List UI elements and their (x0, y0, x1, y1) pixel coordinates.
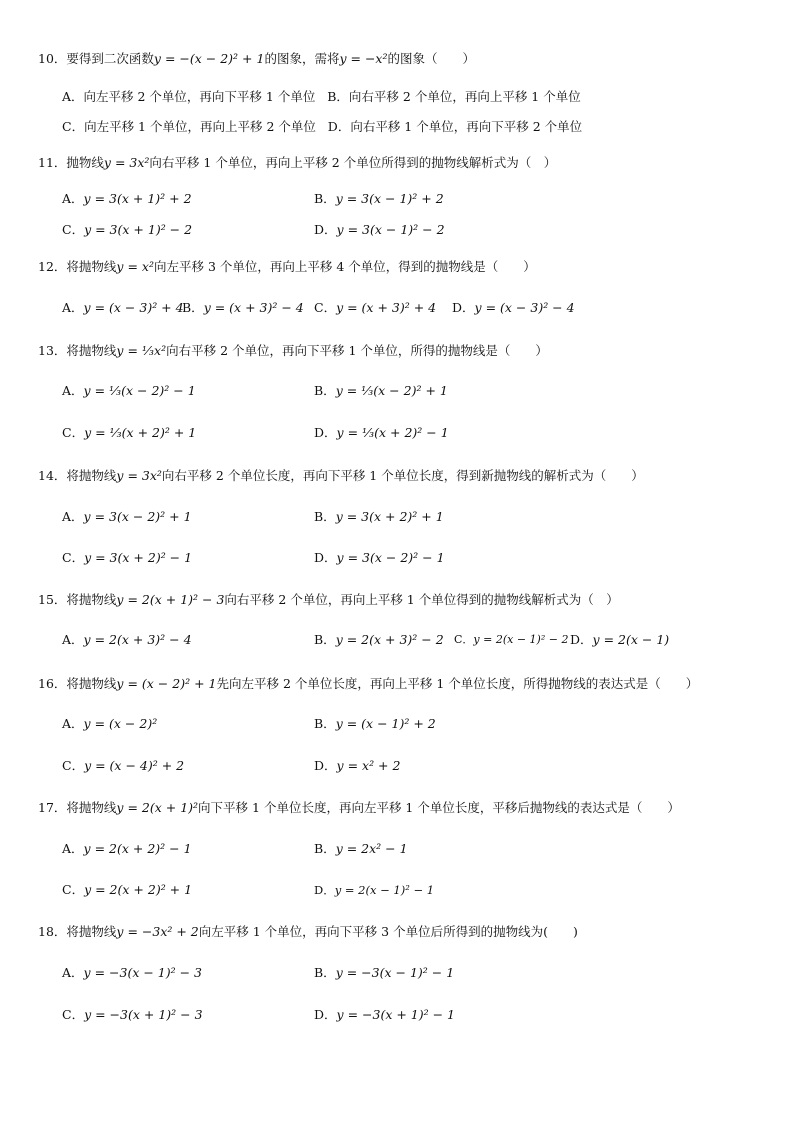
option-expr: y = (x − 4)² + 2 (84, 758, 185, 773)
options-row (62, 423, 449, 443)
option-expr: y = −3(x − 1)² − 3 (83, 965, 203, 980)
option-a[interactable]: A．向左平移 2 个单位，再向下平移 1 个单位 (62, 88, 316, 104)
options-row (62, 86, 581, 107)
option-expr: y = (x − 1)² + 2 (335, 716, 436, 731)
option-c[interactable] (62, 550, 192, 565)
option-d[interactable] (314, 880, 434, 900)
option-label: B． (182, 300, 204, 315)
stem-math: y = 2(x + 1)² − 3 (116, 592, 225, 607)
option-b[interactable]: B．向右平移 2 个单位，再向上平移 1 个单位 (327, 88, 581, 104)
option-expr: y = 3(x + 2)² + 1 (335, 509, 444, 524)
option-expr: y = (x − 2)² (83, 716, 158, 731)
question-13 (38, 341, 768, 440)
options-row (62, 548, 445, 568)
option-expr: y = (x + 3)² − 4 (203, 300, 304, 315)
options-row (62, 189, 444, 209)
option-d[interactable] (314, 548, 445, 568)
option-b[interactable] (314, 381, 448, 401)
option-label: B． (314, 632, 336, 647)
option-expr: y = (x − 3)² + 4 (83, 300, 184, 315)
question-number: 14． (38, 468, 67, 483)
stem-text: 向右平移 2 个单位，再向下平移 1 个单位，所得的抛物线是（ ） (166, 343, 548, 358)
option-label: C． (454, 633, 474, 646)
option-expr: y = 3(x + 2)² − 1 (84, 550, 193, 565)
question-16 (38, 674, 768, 773)
option-expr: y = (x + 3)² + 4 (336, 300, 437, 315)
option-expr: y = 2(x + 3)² − 2 (335, 632, 444, 647)
question-number: 10． (38, 51, 67, 66)
option-d[interactable]: D．向右平移 1 个单位，再向下平移 2 个单位 (327, 118, 583, 134)
options-row (62, 963, 455, 983)
stem-text: 向右平移 1 个单位，再向上平移 2 个单位所得到的抛物线解析式为（ ） (149, 155, 557, 170)
stem-math: y = (x − 2)² + 1 (116, 676, 217, 691)
option-label: A． (62, 841, 84, 856)
question-number: 18． (38, 924, 67, 939)
question-number: 17． (38, 800, 67, 815)
option-c[interactable] (62, 222, 192, 237)
stem-text: 抛物线 (66, 155, 104, 170)
option-label: C． (62, 222, 85, 237)
option-b[interactable] (182, 298, 304, 318)
option-label: B． (314, 716, 336, 731)
option-b[interactable] (314, 963, 454, 983)
option-expr: y = 2(x − 1)² − 1 (334, 883, 435, 897)
option-b[interactable] (314, 839, 408, 859)
option-c[interactable]: C．向左平移 1 个单位，再向上平移 2 个单位 (62, 118, 316, 134)
question-stem (38, 590, 768, 610)
stem-math: y = 2(x + 1)² (116, 800, 199, 815)
stem-text: 要得到二次函数 (66, 51, 154, 66)
options-row (62, 630, 670, 650)
stem-text: 将抛物线 (66, 343, 117, 358)
option-d[interactable] (314, 1005, 455, 1025)
option-expr: y = ⅓(x − 2)² + 1 (335, 383, 448, 398)
stem-text: 向左平移 3 个单位，再向上平移 4 个单位，得到的抛物线是（ ） (153, 259, 536, 274)
question-stem (38, 674, 768, 694)
option-d[interactable] (314, 756, 400, 776)
question-12 (38, 257, 768, 315)
stem-text: 向右平移 2 个单位，再向上平移 1 个单位得到的抛物线解析式为（ ） (224, 592, 619, 607)
option-expr: y = ⅓(x + 2)² − 1 (336, 425, 449, 440)
question-number: 13． (38, 343, 67, 358)
option-label: C． (62, 758, 85, 773)
option-c[interactable] (62, 425, 196, 440)
stem-math: y = 3x² (116, 468, 162, 483)
option-label: C． (62, 425, 85, 440)
stem-text: 向下平移 1 个单位长度，再向左平移 1 个单位长度，平移后抛物线的表达式是（ ） (198, 800, 680, 815)
stem-text: 将抛物线 (66, 259, 117, 274)
option-d[interactable] (314, 423, 449, 443)
question-stem (38, 466, 768, 486)
option-expr: y = 3(x − 1)² + 2 (335, 191, 444, 206)
stem-math: y = ⅓x² (116, 343, 167, 358)
option-label: A． (62, 632, 84, 647)
option-a[interactable] (62, 300, 184, 315)
stem-math: y = −3x² + 2 (116, 924, 199, 939)
option-expr: y = 2(x + 2)² − 1 (83, 841, 192, 856)
option-b[interactable] (314, 714, 436, 734)
options-row (62, 381, 448, 401)
question-17 (38, 798, 768, 897)
option-label: A． (62, 965, 84, 980)
option-a[interactable] (62, 632, 192, 647)
options-row (62, 839, 408, 859)
stem-text: 将抛物线 (66, 924, 117, 939)
option-expr: y = −3(x + 1)² − 3 (84, 1007, 203, 1022)
options-row (62, 714, 436, 734)
option-label: A． (62, 300, 84, 315)
stem-math: y = x² (116, 259, 154, 274)
option-expr: y = 3(x + 1)² + 2 (83, 191, 192, 206)
option-label: B． (314, 509, 336, 524)
question-10 (38, 49, 768, 134)
question-11 (38, 153, 768, 237)
stem-text: 将抛物线 (66, 592, 117, 607)
question-stem (38, 798, 768, 818)
question-number: 12． (38, 259, 67, 274)
option-expr: y = 3(x − 2)² + 1 (83, 509, 192, 524)
question-stem (38, 922, 768, 942)
option-expr: y = 2(x + 2)² + 1 (84, 882, 193, 897)
option-label: D． (314, 425, 337, 440)
option-label: D． (452, 300, 475, 315)
option-a[interactable] (62, 509, 192, 524)
option-label: C． (314, 300, 337, 315)
option-label: A． (62, 716, 84, 731)
option-expr: y = (x − 3)² − 4 (474, 300, 575, 315)
question-stem (38, 341, 768, 361)
option-expr: y = ⅓(x + 2)² + 1 (84, 425, 197, 440)
question-number: 16． (38, 676, 67, 691)
option-label: B． (314, 191, 336, 206)
option-b[interactable] (314, 630, 444, 650)
option-expr: y = ⅓(x − 2)² − 1 (83, 383, 196, 398)
option-c[interactable] (454, 630, 568, 650)
question-number: 11． (38, 155, 67, 170)
options-row (62, 756, 401, 776)
option-label: D． (314, 883, 335, 897)
option-expr: y = −3(x − 1)² − 1 (335, 965, 455, 980)
option-expr: y = 2x² − 1 (335, 841, 408, 856)
stem-text: 的图象，需将 (264, 51, 340, 66)
question-14 (38, 466, 768, 565)
stem-text: 将抛物线 (66, 676, 117, 691)
option-expr: y = 2(x − 1) (592, 632, 670, 647)
option-expr: y = −3(x + 1)² − 1 (336, 1007, 456, 1022)
option-label: D． (570, 632, 593, 647)
question-stem (38, 257, 768, 277)
option-d[interactable] (570, 630, 669, 650)
option-label: C． (62, 1007, 85, 1022)
question-18 (38, 922, 768, 1022)
option-a[interactable] (62, 191, 192, 206)
question-number: 15． (38, 592, 67, 607)
question-stem (38, 153, 768, 173)
options-row (62, 116, 582, 137)
options-row (62, 298, 575, 318)
option-expr: y = 3(x + 1)² − 2 (84, 222, 193, 237)
option-expr: y = 3(x − 2)² − 1 (336, 550, 445, 565)
option-label: A． (62, 383, 84, 398)
option-expr: y = x² + 2 (336, 758, 401, 773)
options-row (62, 507, 444, 527)
question-stem (38, 49, 768, 69)
stem-math: y = 3x² (103, 155, 150, 170)
option-c[interactable] (62, 758, 184, 773)
option-a[interactable] (62, 383, 196, 398)
option-d[interactable] (452, 298, 575, 318)
option-c[interactable] (62, 882, 192, 897)
option-d[interactable] (314, 220, 445, 240)
options-row (62, 880, 435, 900)
question-15 (38, 590, 768, 647)
stem-math: y = −(x − 2)² + 1 (153, 51, 265, 66)
stem-text: 将抛物线 (66, 800, 117, 815)
option-expr: y = 2(x + 3)² − 4 (83, 632, 192, 647)
option-label: C． (62, 550, 85, 565)
stem-text: 向左平移 1 个单位，再向下平移 3 个单位后所得到的抛物线为( ) (198, 924, 578, 939)
option-expr: y = 3(x − 1)² − 2 (336, 222, 445, 237)
option-label: D． (314, 758, 337, 773)
option-c[interactable] (314, 298, 436, 318)
options-row (62, 220, 445, 240)
option-b[interactable] (314, 189, 444, 209)
option-label: D． (314, 222, 337, 237)
options-row (62, 1005, 456, 1025)
option-label: C． (62, 882, 85, 897)
option-label: A． (62, 191, 84, 206)
option-label: D． (314, 1007, 337, 1022)
option-label: B． (314, 965, 336, 980)
option-a[interactable] (62, 965, 202, 980)
option-expr: y = 2(x − 1)² − 2 (473, 633, 569, 646)
stem-text: 将抛物线 (66, 468, 117, 483)
stem-text: 的图象（ ） (387, 51, 476, 66)
option-b[interactable] (314, 507, 444, 527)
stem-math: y = −x² (339, 51, 388, 66)
stem-text: 先向左平移 2 个单位长度，再向上平移 1 个单位长度，所得抛物线的表达式是（ ） (216, 676, 699, 691)
option-a[interactable] (62, 716, 157, 731)
option-label: B． (314, 383, 336, 398)
option-label: A． (62, 509, 84, 524)
option-a[interactable] (62, 841, 192, 856)
option-label: D． (314, 550, 337, 565)
option-label: B． (314, 841, 336, 856)
stem-text: 向右平移 2 个单位长度，再向下平移 1 个单位长度，得到新抛物线的解析式为（ ） (161, 468, 644, 483)
option-c[interactable] (62, 1007, 203, 1022)
